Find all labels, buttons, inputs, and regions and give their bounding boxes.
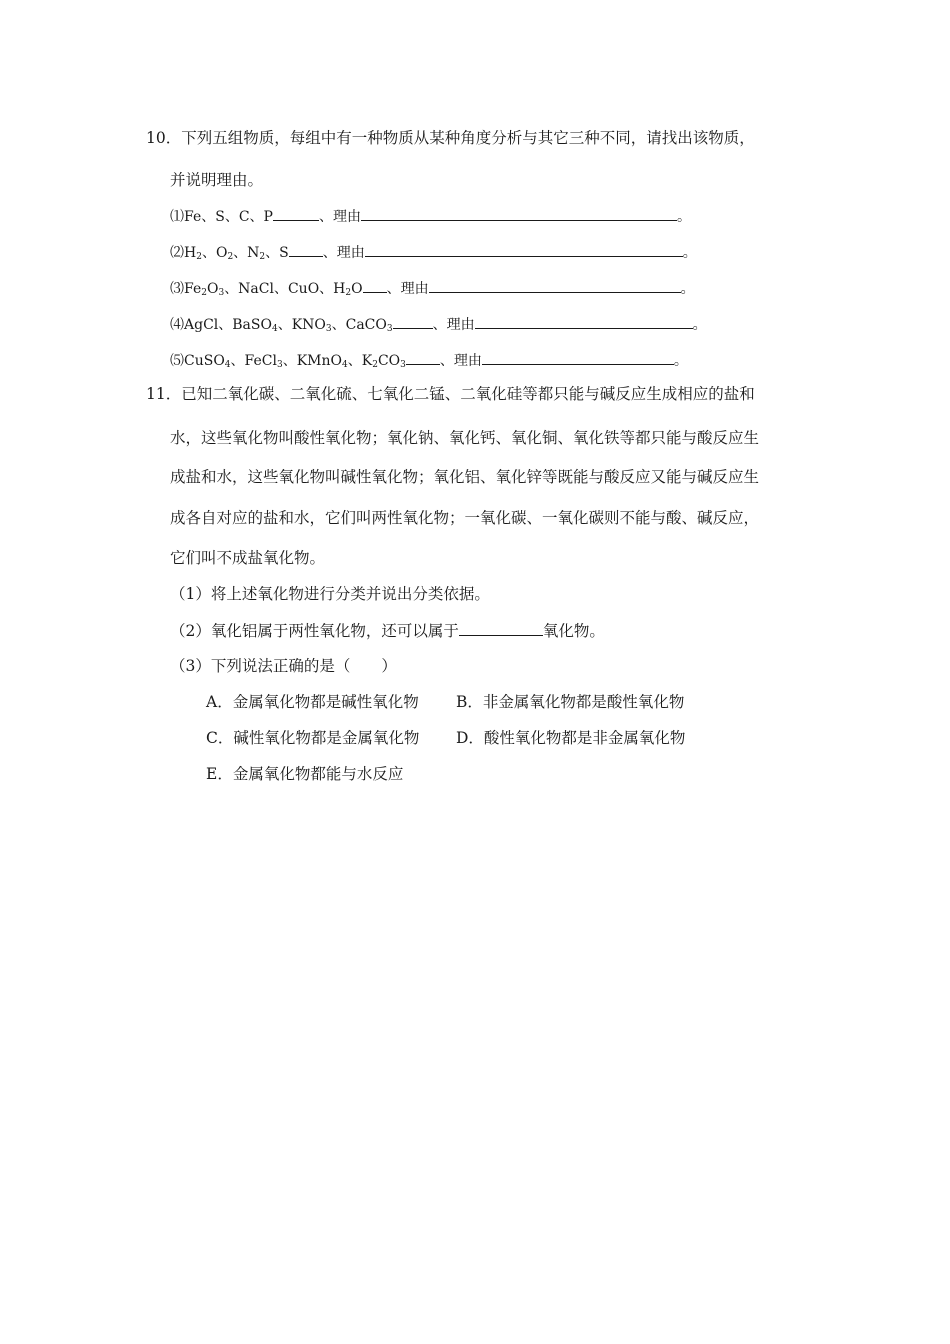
answer-blank[interactable]	[393, 313, 433, 329]
period: 。	[680, 281, 695, 297]
subscript: 2	[196, 252, 202, 262]
item-label: ⑸	[170, 353, 184, 369]
subscript: 2	[259, 252, 266, 262]
formula-text: 、KMnO	[282, 353, 342, 369]
reason-label: 、理由	[386, 281, 429, 297]
q11-number: 11．	[146, 385, 182, 403]
q11-sub3: （3）下列说法正确的是（ ）	[170, 657, 397, 675]
formula-text: 、KNO	[277, 317, 326, 333]
q11-text: 已知二氧化碳、二氧化硫、七氧化二锰、二氧化硅等都只能与碱反应生成相应的盐和	[181, 385, 755, 403]
reason-blank[interactable]	[482, 349, 674, 365]
formula-text: O	[351, 281, 363, 297]
q10-item-2	[170, 241, 697, 263]
formula-text: 、FeCl	[230, 353, 277, 369]
subscript: 2	[227, 252, 234, 262]
option-d[interactable]: D．酸性氧化物都是非金属氧化物	[456, 729, 686, 747]
period: 。	[682, 245, 697, 261]
q11-stem-line4: 成各自对应的盐和水，它们叫两性氧化物；一氧化碳、一氧化碳则不能与酸、碱反应，	[170, 509, 760, 527]
subscript: 2	[345, 288, 352, 298]
option-c[interactable]: C．碱性氧化物都是金属氧化物	[206, 729, 420, 747]
answer-blank[interactable]	[273, 205, 319, 221]
reason-label: 、理由	[439, 353, 482, 369]
period: 。	[692, 317, 707, 333]
item-label: ⑵	[170, 245, 184, 261]
q11-stem-line3: 成盐和水，这些氧化物叫碱性氧化物；氧化铝、氧化锌等既能与酸反应又能与碱反应生	[170, 468, 760, 486]
subscript: 4	[342, 360, 348, 370]
item-substances: Fe、S、C、P	[184, 209, 273, 225]
q10-item-3	[170, 277, 695, 299]
q11-sub1: （1）将上述氧化物进行分类并说出分类依据。	[170, 585, 490, 603]
q10-item-1	[170, 205, 691, 227]
option-b[interactable]: B．非金属氧化物都是酸性氧化物	[456, 693, 685, 711]
answer-blank[interactable]	[459, 620, 543, 636]
answer-blank[interactable]	[406, 349, 440, 365]
q10-stem-text: 下列五组物质，每组中有一种物质从某种角度分析与其它三种不同，请找出该物质，	[181, 129, 755, 147]
subscript: 3	[400, 360, 406, 370]
formula-text: 、K	[347, 353, 373, 369]
answer-blank[interactable]	[363, 277, 387, 293]
q11-stem-line5: 它们叫不成盐氧化物。	[170, 549, 326, 567]
formula-text: AgCl、BaSO	[184, 317, 272, 333]
item-label: ⑴	[170, 209, 184, 225]
q11-sub2-text-end: 氧化物。	[542, 622, 605, 640]
q10-item-5	[170, 349, 688, 371]
option-a[interactable]: A．金属氧化物都是碱性氧化物	[206, 693, 419, 711]
formula-text: O	[206, 281, 219, 297]
formula-text: 、NaCl、CuO、H	[224, 281, 346, 297]
subscript: 2	[372, 360, 378, 370]
formula-text: CuSO	[184, 353, 225, 369]
q10-item-4	[170, 313, 707, 335]
q10-number: 10．	[146, 129, 182, 147]
subscript: 4	[271, 324, 278, 334]
reason-blank[interactable]	[361, 205, 677, 221]
period: 。	[676, 209, 691, 225]
reason-blank[interactable]	[365, 241, 683, 257]
q11-stem-line1	[146, 384, 755, 404]
reason-label: 、理由	[322, 245, 365, 261]
subscript: 4	[224, 360, 231, 370]
formula-text: 、N	[233, 245, 260, 261]
q11-sub2-text: （2）氧化铝属于两性氧化物，还可以属于	[170, 622, 459, 640]
q11-stem-line2: 水，这些氧化物叫酸性氧化物；氧化钠、氧化钙、氧化铜、氧化铁等都只能与酸反应生	[170, 429, 760, 447]
formula-text: CO	[377, 353, 401, 369]
q11-sub2	[170, 620, 605, 641]
reason-blank[interactable]	[429, 277, 681, 293]
q10-stem-line1	[146, 128, 755, 148]
formula-text: 、S	[265, 245, 289, 261]
formula-text: 、CaCO	[331, 317, 387, 333]
answer-blank[interactable]	[289, 241, 323, 257]
subscript: 3	[386, 324, 393, 334]
reason-blank[interactable]	[475, 313, 693, 329]
formula-text: Fe	[184, 281, 202, 297]
item-label: ⑶	[170, 281, 184, 297]
formula-text: 、O	[201, 245, 228, 261]
subscript: 3	[276, 360, 283, 370]
period: 。	[673, 353, 688, 369]
reason-label: 、理由	[432, 317, 475, 333]
reason-label: 、理由	[318, 209, 361, 225]
subscript: 3	[218, 288, 225, 298]
q10-stem-line2: 并说明理由。	[170, 171, 264, 189]
option-e[interactable]: E．金属氧化物都能与水反应	[206, 765, 404, 783]
item-label: ⑷	[170, 317, 184, 333]
formula-text: H	[184, 245, 197, 261]
subscript: 2	[201, 288, 207, 298]
subscript: 3	[325, 324, 332, 334]
